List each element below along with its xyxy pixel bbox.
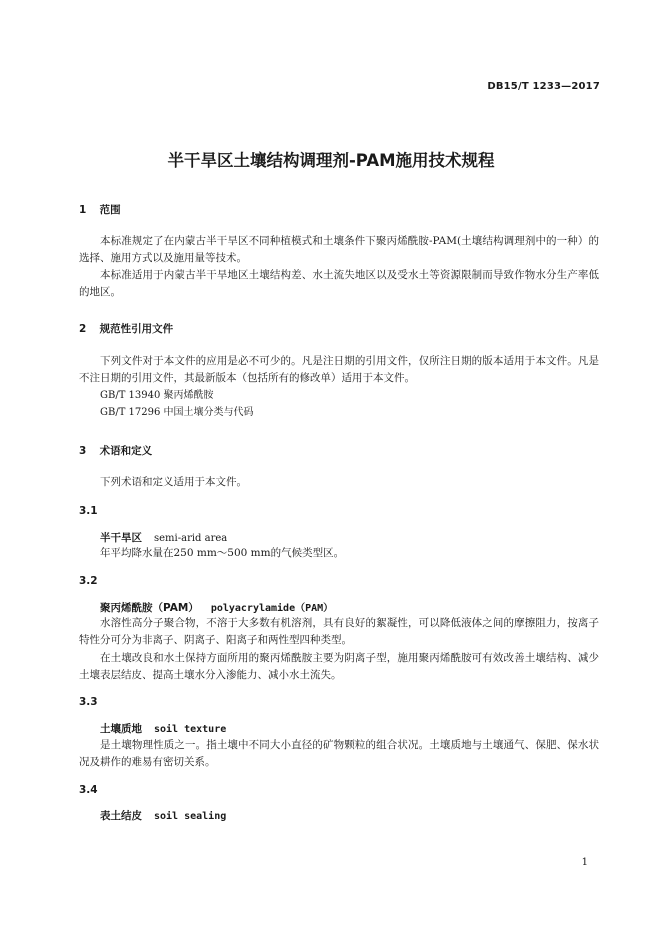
section-title: 范围: [99, 204, 121, 216]
document-title: 半干旱区土壤结构调理剂-PAM施用技术规程: [167, 151, 495, 170]
section-number: 1: [79, 204, 87, 216]
section-1-heading: [79, 202, 121, 217]
term-3-3-number: 3.3: [79, 696, 98, 708]
term-3-1-number: 3.1: [79, 505, 98, 517]
term-3-4-number: 3.4: [79, 784, 98, 796]
term-english: semi-arid area: [154, 533, 228, 544]
term-chinese: 表土结皮: [100, 810, 142, 822]
term-3-2-definition-2: 在土壤改良和水土保持方面所用的聚丙烯酰胺主要为阴离子型，施用聚丙烯酰胺可有效改善土壤结构、减少土壤表层结皮、提高土壤水分入渗能力、减小水土流失。: [79, 652, 599, 681]
term-chinese: 聚丙烯酰胺（PAM）: [100, 602, 199, 614]
section-title: 规范性引用文件: [99, 323, 174, 335]
term-english: soil texture: [154, 724, 227, 735]
term-english: soil sealing: [154, 811, 227, 822]
term-3-1-definition: 年平均降水量在250 mm～500 mm的气候类型区。: [100, 547, 345, 559]
reference-gbt-13940: GB/T 13940 聚丙烯酰胺: [100, 390, 214, 401]
term-3-2-title: [100, 599, 333, 615]
section-2-heading: [79, 321, 173, 336]
term-3-2-number: 3.2: [79, 575, 98, 587]
standard-number: DB15/T 1233—2017: [487, 81, 600, 92]
section-title: 术语和定义: [99, 445, 153, 457]
term-3-4-title: [100, 808, 226, 823]
term-chinese: 土壤质地: [100, 723, 142, 735]
term-3-3-title: [100, 721, 226, 736]
page-number: 1: [581, 857, 588, 868]
section-3-paragraph-1: 下列术语和定义适用于本文件。: [100, 476, 247, 488]
section-1-paragraph-1: 本标准规定了在内蒙古半干旱区不同种植模式和土壤条件下聚丙烯酰胺-PAM(土壤结构调理剂中的一种）的选择、施用方式以及施用量等技术。: [79, 235, 599, 264]
section-3-heading: [79, 443, 152, 458]
section-2-paragraph-1: 下列文件对于本文件的应用是必不可少的。凡是注日期的引用文件，仅所注日期的版本适用于本文件。凡是不注日期的引用文件，其最新版本（包括所有的修改单）适用于本文件。: [79, 355, 599, 384]
section-1-paragraph-2: 本标准适用于内蒙古半干旱地区土壤结构差、水土流失地区以及受水土等资源限制而导致作物水分生产率低的地区。: [79, 269, 599, 298]
section-number: 2: [79, 323, 87, 335]
reference-gbt-17296: GB/T 17296 中国土壤分类与代码: [100, 407, 254, 418]
term-chinese: 半干旱区: [100, 532, 142, 544]
term-english: polyacrylamide（PAM）: [210, 603, 334, 614]
term-3-1-title: [100, 530, 227, 545]
section-number: 3: [79, 445, 87, 457]
term-3-2-definition-1: 水溶性高分子聚合物，不溶于大多数有机溶剂，具有良好的絮凝性，可以降低液体之间的摩擦阻力，按离子特性分可分为非离子、阴离子、阳离子和两性型四种类型。: [79, 617, 599, 646]
term-3-3-definition: 是土壤物理性质之一。指土壤中不同大小直径的矿物颗粒的组合状况。土壤质地与土壤通气、保肥、保水状况及耕作的难易有密切关系。: [79, 739, 599, 768]
